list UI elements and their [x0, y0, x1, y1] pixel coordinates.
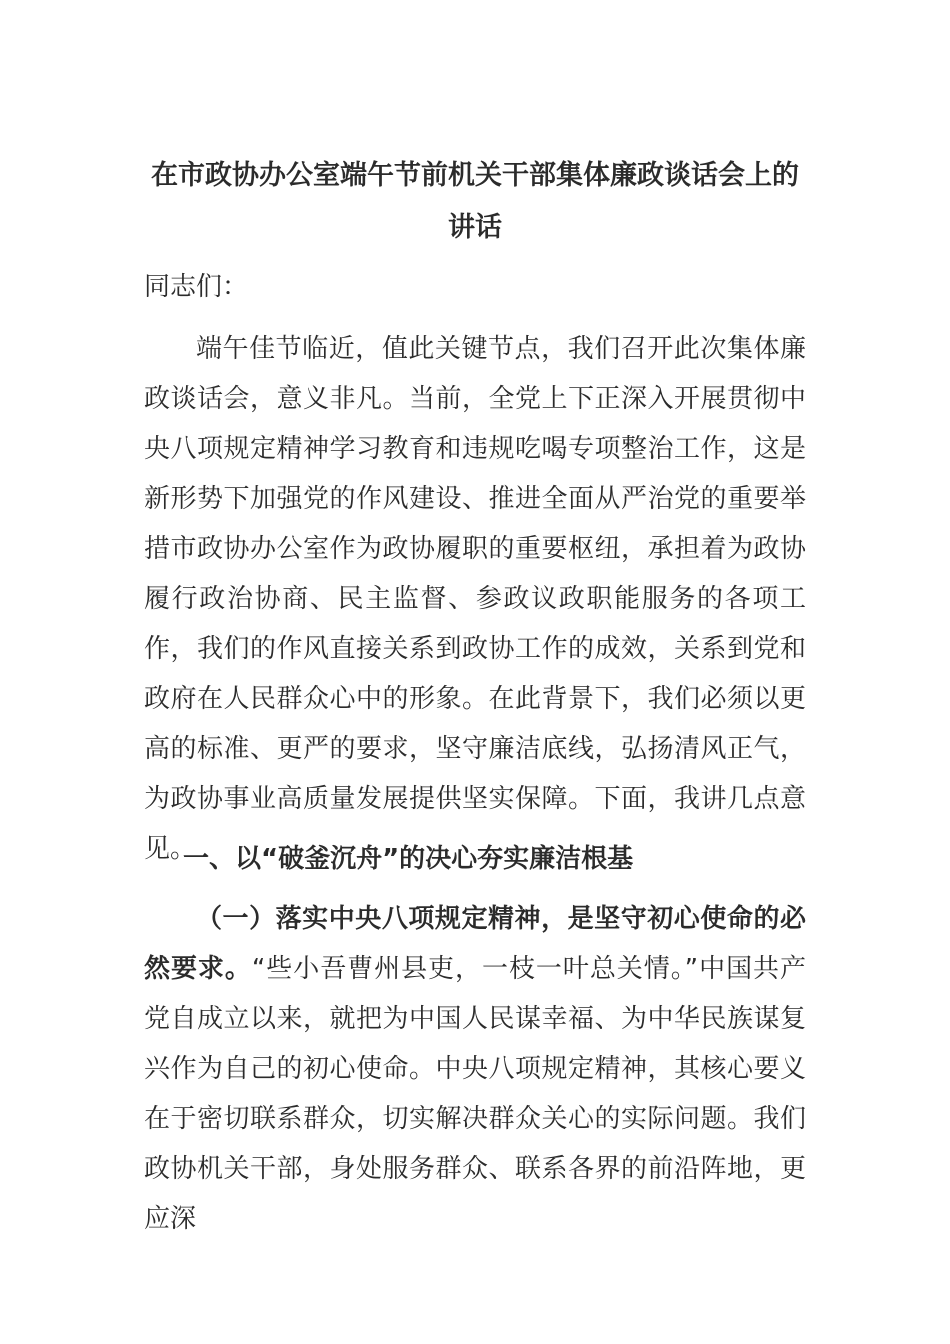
subsection-1-heading: （一）落实中央八项规定精神，是坚守初心使命的必然要求。: [144, 904, 806, 984]
paragraph-intro: 端午佳节临近，值此关键节点，我们召开此次集体廉政谈话会，意义非凡。当前，全党上下正深入开展贯彻中央八项规定精神学习教育和违规吃喝专项整治工作，这是新形势下加强党的作风建设、推进全面从严治党的重要举措市政协办公室作为政协履职的重要枢纽，承担着为政协履行政治协商、民主监督、参政议政职能服务的各项工作，我们的作风直接关系到政协工作的成效，关系到党和政府在人民群众心中的形象。在此背景下，我们必须以更高的标准、更严的要求，坚守廉洁底线，弘扬清风正气，为政协事业高质量发展提供坚实保障。下面，我讲几点意见。: [144, 334, 806, 864]
section-heading-1: 一、以“破釜沉舟”的决心夯实廉洁根基: [183, 844, 634, 874]
document-title: 在市政协办公室端午节前机关干部集体廉政谈话会上的讲话: [151, 160, 799, 243]
paragraph-subsection-1: [144, 894, 806, 1244]
subsection-1-text: “些小吾曹州县吏，一枝一叶总关情。”中国共产党自成立以来，就把为中国人民谋幸福、为中华民族谋复兴作为自己的初心使命。中央八项规定精神，其核心要义在于密切联系群众，切实解决群众关心的实际问题。我们政协机关干部，身处服务群众、联系各界的前沿阵地，更应深: [144, 954, 806, 1234]
salutation: 同志们：: [144, 272, 249, 302]
